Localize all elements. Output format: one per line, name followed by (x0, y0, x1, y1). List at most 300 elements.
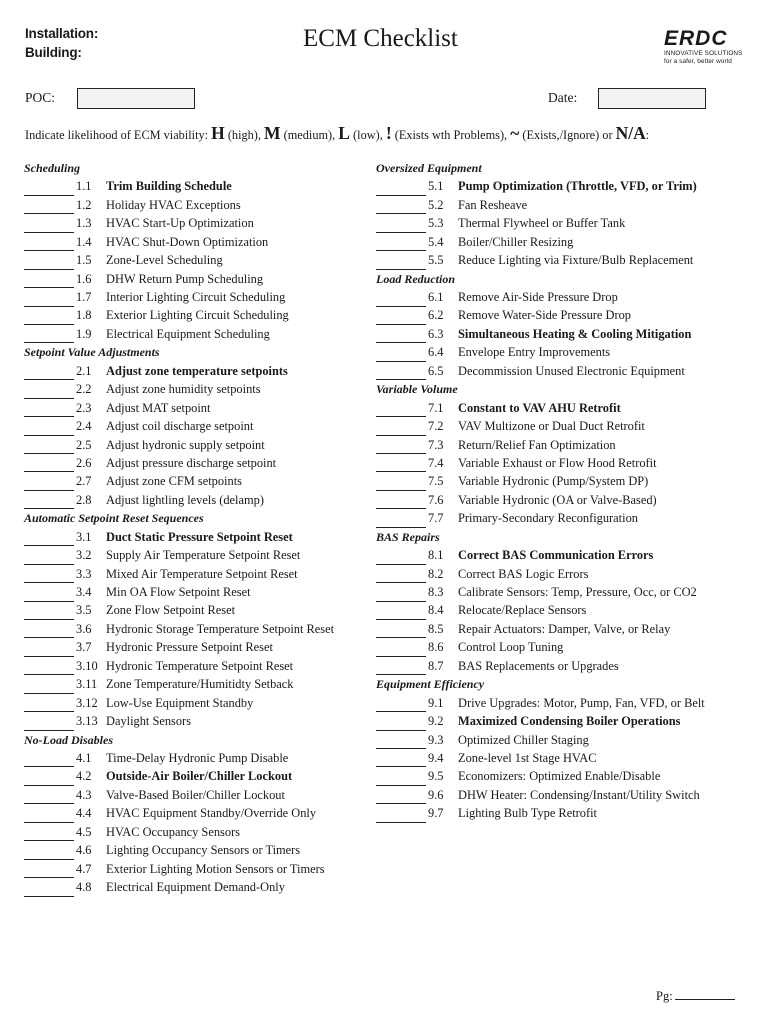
checklist-item (24, 214, 369, 232)
item-label: Remove Air-Side Pressure Drop (458, 290, 618, 305)
checklist-item (376, 657, 746, 675)
legend-colon: : (645, 128, 650, 142)
item-number: 3.7 (76, 640, 92, 655)
rating-blank[interactable] (24, 197, 74, 214)
item-label: Electrical Equipment Scheduling (106, 326, 270, 341)
checklist-item (24, 270, 369, 288)
checklist-item (376, 343, 746, 361)
checklist-item (376, 804, 746, 822)
rating-blank[interactable] (24, 861, 74, 878)
rating-blank[interactable] (24, 714, 74, 731)
item-number: 7.4 (428, 455, 444, 470)
installation-label: Installation: (25, 26, 99, 41)
checklist-item (24, 546, 369, 564)
rating-blank[interactable] (24, 308, 74, 325)
rating-blank[interactable] (376, 787, 426, 804)
item-number: 3.5 (76, 603, 92, 618)
item-label: Optimized Chiller Staging (458, 732, 589, 747)
item-label: Simultaneous Heating & Cooling Mitigation (458, 326, 692, 341)
checklist-item (376, 767, 746, 785)
checklist-item (24, 177, 369, 195)
item-label: Envelope Entry Improvements (458, 345, 611, 360)
checklist-item (376, 602, 746, 620)
checklist-item (24, 528, 369, 546)
item-number: 7.5 (428, 474, 444, 489)
item-number: 2.6 (76, 455, 92, 470)
item-label: Adjust pressure discharge setpoint (106, 455, 277, 470)
item-number: 4.3 (76, 787, 92, 802)
rating-blank[interactable] (376, 197, 426, 214)
item-label: Lighting Occupancy Sensors or Timers (106, 843, 301, 858)
item-number: 2.2 (76, 382, 92, 397)
legend-m-desc: (medium), (280, 128, 339, 142)
rating-blank[interactable] (24, 179, 74, 196)
rating-blank[interactable] (376, 400, 426, 417)
checklist-item (376, 214, 746, 232)
checklist-item (24, 399, 369, 417)
rating-blank[interactable] (24, 363, 74, 380)
checklist-item (376, 454, 746, 472)
page-title: ECM Checklist (303, 25, 458, 52)
rating-blank[interactable] (376, 750, 426, 767)
item-label: Adjust hydronic supply setpoint (106, 437, 265, 452)
rating-blank[interactable] (24, 400, 74, 417)
section-heading: Scheduling (24, 161, 81, 175)
checklist-item (376, 565, 746, 583)
checklist-item (376, 712, 746, 730)
legend-exclaim-desc: (Exists wth Problems), (391, 128, 511, 142)
rating-blank[interactable] (376, 179, 426, 196)
item-label: DHW Return Pump Scheduling (106, 271, 264, 286)
item-label: Adjust coil discharge setpoint (106, 419, 254, 434)
item-number: 4.8 (76, 880, 92, 895)
item-label: Constant to VAV AHU Retrofit (458, 400, 621, 415)
checklist-item (24, 657, 369, 675)
item-number: 9.5 (428, 769, 444, 784)
item-label: Duct Static Pressure Setpoint Reset (106, 529, 293, 544)
item-label: Correct BAS Logic Errors (458, 566, 589, 581)
date-field[interactable] (598, 88, 706, 109)
item-label: DHW Heater: Condensing/Instant/Utility Switch (458, 787, 700, 802)
rating-blank[interactable] (24, 566, 74, 583)
item-label: Hydronic Temperature Setpoint Reset (106, 658, 294, 673)
item-number: 8.6 (428, 640, 444, 655)
checklist-item (376, 638, 746, 656)
checklist-item (24, 251, 369, 269)
item-number: 7.3 (428, 437, 444, 452)
item-number: 2.3 (76, 400, 92, 415)
item-label: Hydronic Storage Temperature Setpoint Reset (106, 621, 335, 636)
item-label: Mixed Air Temperature Setpoint Reset (106, 566, 298, 581)
item-label: Repair Actuators: Damper, Valve, or Relay (458, 621, 671, 636)
legend-h: H (211, 123, 225, 143)
rating-blank[interactable] (376, 640, 426, 657)
item-label: Primary-Secondary Reconfiguration (458, 511, 638, 526)
item-label: Reduce Lighting via Fixture/Bulb Replacement (458, 253, 694, 268)
legend-tilde: ~ (510, 123, 520, 143)
item-label: Relocate/Replace Sensors (458, 603, 587, 618)
rating-blank[interactable] (24, 548, 74, 565)
rating-blank[interactable] (24, 880, 74, 897)
checklist-item (24, 196, 369, 214)
item-label: VAV Multizone or Dual Duct Retrofit (458, 419, 645, 434)
section-heading: Automatic Setpoint Reset Sequences (24, 511, 204, 526)
checklist-item (376, 196, 746, 214)
rating-blank[interactable] (24, 806, 74, 823)
rating-blank[interactable] (376, 769, 426, 786)
item-label: Remove Water-Side Pressure Drop (458, 308, 631, 323)
section-heading: BAS Repairs (376, 529, 440, 544)
item-number: 7.1 (428, 400, 444, 415)
logo-tagline-2: for a safer, better world (664, 57, 732, 65)
checklist-item (376, 436, 746, 454)
legend-l: L (338, 123, 350, 143)
checklist-item (376, 472, 746, 490)
item-number: 7.6 (428, 492, 444, 507)
item-label: Adjust zone CFM setpoints (106, 474, 242, 489)
poc-label: POC: (25, 90, 56, 105)
section-heading: Load Reduction (376, 271, 456, 286)
checklist-item (376, 177, 746, 195)
item-number: 4.2 (76, 769, 92, 784)
rating-blank[interactable] (24, 474, 74, 491)
checklist-item (24, 620, 369, 638)
checklist-item (24, 233, 369, 251)
rating-blank[interactable] (376, 732, 426, 749)
checklist-item (376, 583, 746, 601)
item-number: 5.2 (428, 197, 444, 212)
item-label: Supply Air Temperature Setpoint Reset (106, 548, 301, 563)
item-number: 5.5 (428, 253, 444, 268)
section-heading: Oversized Equipment (376, 161, 482, 175)
legend-h-desc: (high), (224, 128, 265, 142)
rating-blank[interactable] (24, 326, 74, 343)
rating-blank[interactable] (376, 437, 426, 454)
item-label: Adjust MAT setpoint (106, 400, 211, 415)
item-number: 6.2 (428, 308, 444, 323)
item-number: 1.6 (76, 271, 92, 286)
checklist-item (24, 472, 369, 490)
item-label: Valve-Based Boiler/Chiller Lockout (106, 787, 285, 802)
checklist-item (24, 675, 369, 693)
item-number: 7.7 (428, 511, 444, 526)
checklist-item (376, 362, 746, 380)
rating-blank[interactable] (376, 363, 426, 380)
item-label: Economizers: Optimized Enable/Disable (458, 769, 661, 784)
rating-blank[interactable] (376, 345, 426, 362)
checklist-item (376, 307, 746, 325)
checklist-item (24, 694, 369, 712)
item-label: BAS Replacements or Upgrades (458, 658, 619, 673)
item-number: 4.5 (76, 824, 92, 839)
checklist-item (24, 436, 369, 454)
item-number: 6.1 (428, 290, 444, 305)
legend-exclaim: ! (385, 123, 392, 143)
rating-blank[interactable] (24, 621, 74, 638)
checklist-item (24, 307, 369, 325)
item-number: 2.1 (76, 363, 92, 378)
checklist-item (376, 491, 746, 509)
rating-blank[interactable] (24, 750, 74, 767)
item-label: Lighting Bulb Type Retrofit (458, 806, 597, 821)
checklist-item (376, 731, 746, 749)
item-label: Hydronic Pressure Setpoint Reset (106, 640, 273, 655)
rating-blank[interactable] (24, 271, 74, 288)
rating-blank[interactable] (376, 474, 426, 491)
rating-blank[interactable] (24, 234, 74, 251)
item-label: Thermal Flywheel or Buffer Tank (458, 216, 626, 231)
section-heading: No-Load Disables (24, 732, 113, 747)
checklist-item (376, 546, 746, 564)
item-label: Exterior Lighting Circuit Scheduling (106, 308, 289, 323)
item-label: Zone-Level Scheduling (106, 253, 223, 268)
item-label: Interior Lighting Circuit Scheduling (106, 290, 286, 305)
rating-blank[interactable] (24, 419, 74, 436)
item-label: Time-Delay Hydronic Pump Disable (106, 750, 289, 765)
item-number: 3.10 (76, 658, 98, 673)
item-label: Calibrate Sensors: Temp, Pressure, Occ, or CO2 (458, 585, 697, 600)
section-heading: Setpoint Value Adjustments (24, 345, 160, 360)
item-number: 9.7 (428, 806, 444, 821)
rating-blank[interactable] (376, 234, 426, 251)
rating-blank[interactable] (376, 492, 426, 509)
item-number: 1.7 (76, 290, 92, 305)
item-number: 2.7 (76, 474, 92, 489)
rating-blank[interactable] (376, 566, 426, 583)
item-number: 1.2 (76, 197, 92, 212)
checklist-item (24, 804, 369, 822)
checklist-item (376, 694, 746, 712)
item-label: Return/Relief Fan Optimization (458, 437, 616, 452)
checklist-item (376, 233, 746, 251)
item-number: 1.5 (76, 253, 92, 268)
right-checklist-column (376, 159, 746, 823)
item-number: 4.7 (76, 861, 92, 876)
item-label: Exterior Lighting Motion Sensors or Timers (106, 861, 325, 876)
checklist-item (24, 841, 369, 859)
item-number: 9.2 (428, 714, 444, 729)
item-label: Fan Resheave (458, 197, 528, 212)
item-number: 8.3 (428, 585, 444, 600)
checklist-item (24, 417, 369, 435)
item-number: 3.6 (76, 621, 92, 636)
rating-blank[interactable] (24, 695, 74, 712)
rating-blank[interactable] (376, 511, 426, 528)
legend-intro: Indicate likelihood of ECM viability: (25, 128, 212, 142)
rating-blank[interactable] (24, 382, 74, 399)
item-label: Variable Exhaust or Flow Hood Retrofit (458, 455, 657, 470)
checklist-item (24, 491, 369, 509)
erdc-logo (664, 28, 746, 68)
item-number: 9.1 (428, 695, 444, 710)
item-label: Adjust zone humidity setpoints (106, 382, 261, 397)
item-number: 8.5 (428, 621, 444, 636)
rating-blank[interactable] (24, 492, 74, 509)
checklist-item (24, 749, 369, 767)
rating-blank[interactable] (24, 455, 74, 472)
item-label: Daylight Sensors (106, 714, 192, 729)
item-number: 6.4 (428, 345, 444, 360)
item-number: 3.11 (76, 677, 98, 692)
item-label: Drive Upgrades: Motor, Pump, Fan, VFD, or Belt (458, 695, 705, 710)
item-number: 2.8 (76, 492, 92, 507)
section-heading: Variable Volume (376, 382, 458, 397)
rating-blank[interactable] (24, 843, 74, 860)
rating-blank[interactable] (376, 585, 426, 602)
item-label: Low-Use Equipment Standby (106, 695, 254, 710)
item-label: Correct BAS Communication Errors (458, 548, 654, 563)
item-number: 2.5 (76, 437, 92, 452)
item-number: 4.6 (76, 843, 92, 858)
item-number: 3.2 (76, 548, 92, 563)
legend-l-desc: (low), (349, 128, 386, 142)
rating-blank[interactable] (24, 253, 74, 270)
item-label: Boiler/Chiller Resizing (458, 234, 574, 249)
rating-blank[interactable] (24, 640, 74, 657)
rating-blank[interactable] (24, 603, 74, 620)
item-label: Outside-Air Boiler/Chiller Lockout (106, 769, 293, 784)
item-label: Holiday HVAC Exceptions (106, 197, 241, 212)
checklist-item (24, 325, 369, 343)
rating-blank[interactable] (24, 216, 74, 233)
item-label: HVAC Equipment Standby/Override Only (106, 806, 317, 821)
item-label: Variable Hydronic (Pump/System DP) (458, 474, 649, 489)
legend-tilde-desc: (Exists,/Ignore) or (519, 128, 616, 142)
checklist-item (376, 509, 746, 527)
checklist-item (24, 288, 369, 306)
rating-blank[interactable] (376, 455, 426, 472)
checklist-item (24, 860, 369, 878)
left-checklist-column (24, 159, 369, 897)
item-number: 4.1 (76, 750, 92, 765)
item-number: 1.3 (76, 216, 92, 231)
checklist-item (376, 417, 746, 435)
checklist-item (24, 823, 369, 841)
rating-blank[interactable] (24, 585, 74, 602)
rating-blank[interactable] (24, 437, 74, 454)
item-label: Electrical Equipment Demand-Only (106, 880, 285, 895)
rating-blank[interactable] (24, 769, 74, 786)
rating-blank[interactable] (376, 216, 426, 233)
checklist-item (24, 786, 369, 804)
item-label: Zone Flow Setpoint Reset (106, 603, 236, 618)
checklist-item (376, 786, 746, 804)
checklist-item (24, 565, 369, 583)
item-number: 1.9 (76, 326, 92, 341)
rating-blank[interactable] (376, 253, 426, 270)
checklist-item (24, 362, 369, 380)
rating-blank[interactable] (376, 290, 426, 307)
checklist-item (376, 620, 746, 638)
logo-tagline-1: INNOVATIVE SOLUTIONS (664, 50, 743, 57)
item-label: Variable Hydronic (OA or Valve-Based) (458, 492, 657, 507)
item-label: HVAC Occupancy Sensors (106, 824, 240, 839)
item-number: 5.3 (428, 216, 444, 231)
rating-blank[interactable] (376, 603, 426, 620)
date-label: Date: (548, 90, 578, 105)
rating-blank[interactable] (376, 806, 426, 823)
checklist-item (24, 583, 369, 601)
checklist-item (24, 878, 369, 896)
item-number: 1.1 (76, 179, 92, 194)
item-label: Adjust lightling levels (delamp) (106, 492, 264, 507)
item-label: Maximized Condensing Boiler Operations (458, 714, 681, 729)
checklist-item (376, 749, 746, 767)
rating-blank[interactable] (376, 308, 426, 325)
item-number: 2.4 (76, 419, 92, 434)
rating-blank[interactable] (376, 419, 426, 436)
checklist-item (24, 712, 369, 730)
logo-wordmark: ERDC (664, 27, 728, 50)
building-label: Building: (25, 45, 82, 60)
item-number: 7.2 (428, 419, 444, 434)
date-input[interactable] (599, 89, 705, 108)
item-number: 3.1 (76, 529, 92, 544)
item-number: 8.2 (428, 566, 444, 581)
checklist-item (24, 638, 369, 656)
checklist-item (376, 399, 746, 417)
rating-blank[interactable] (376, 714, 426, 731)
rating-blank[interactable] (376, 621, 426, 638)
item-number: 3.13 (76, 714, 98, 729)
item-number: 3.4 (76, 585, 92, 600)
checklist-item (376, 325, 746, 343)
rating-blank[interactable] (376, 658, 426, 675)
item-label: Decommission Unused Electronic Equipment (458, 363, 685, 378)
checklist-item (24, 602, 369, 620)
page-number-blank[interactable] (675, 987, 735, 1000)
rating-blank[interactable] (376, 326, 426, 343)
rating-blank[interactable] (24, 658, 74, 675)
item-number: 9.6 (428, 787, 444, 802)
rating-blank[interactable] (24, 677, 74, 694)
item-label: Min OA Flow Setpoint Reset (106, 585, 251, 600)
item-number: 5.4 (428, 234, 444, 249)
rating-blank[interactable] (24, 290, 74, 307)
item-number: 6.5 (428, 363, 444, 378)
item-number: 4.4 (76, 806, 92, 821)
rating-blank[interactable] (376, 695, 426, 712)
item-number: 3.3 (76, 566, 92, 581)
item-label: Pump Optimization (Throttle, VFD, or Trim) (458, 179, 697, 194)
item-number: 9.3 (428, 732, 444, 747)
legend-na: N/A (615, 123, 646, 143)
item-label: Control Loop Tuning (458, 640, 564, 655)
rating-blank[interactable] (376, 548, 426, 565)
page-label: Pg: (656, 989, 673, 1003)
item-number: 5.1 (428, 179, 444, 194)
viability-legend (25, 123, 649, 144)
item-number: 1.8 (76, 308, 92, 323)
item-label: HVAC Start-Up Optimization (106, 216, 254, 231)
checklist-item (376, 288, 746, 306)
item-number: 3.12 (76, 695, 98, 710)
poc-field[interactable] (77, 88, 195, 109)
item-number: 6.3 (428, 326, 444, 341)
rating-blank[interactable] (24, 787, 74, 804)
item-label: Trim Building Schedule (106, 179, 232, 194)
legend-m: M (264, 123, 281, 143)
page-number (656, 987, 735, 1004)
item-label: HVAC Shut-Down Optimization (106, 234, 269, 249)
rating-blank[interactable] (24, 824, 74, 841)
poc-input[interactable] (78, 89, 194, 108)
item-number: 8.7 (428, 658, 444, 673)
checklist-item (24, 767, 369, 785)
item-label: Zone Temperature/Humitidty Setback (106, 677, 294, 692)
item-label: Adjust zone temperature setpoints (106, 363, 288, 378)
rating-blank[interactable] (24, 529, 74, 546)
